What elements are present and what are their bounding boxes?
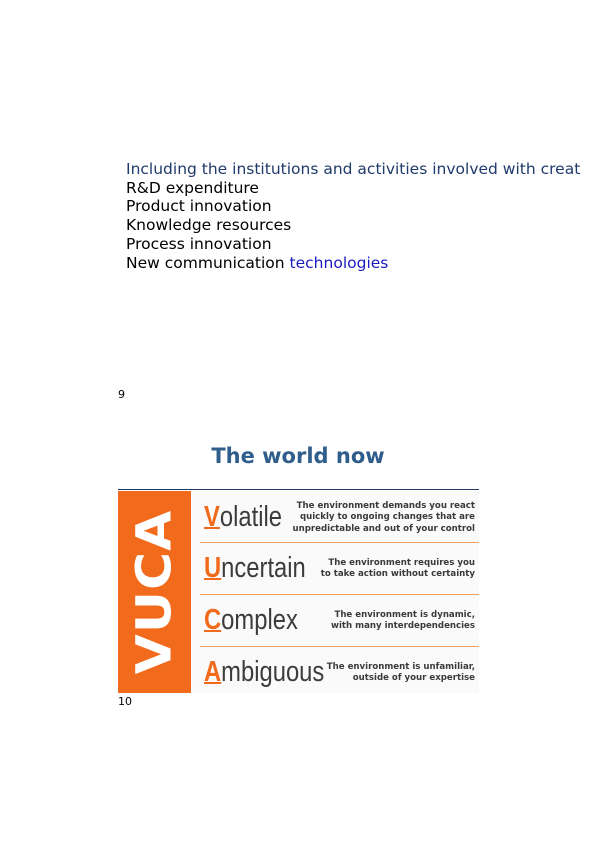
vuca-description: The environment demands you react quickly to ongoing changes that are unpredictable and out of your control	[292, 500, 475, 534]
list-heading: Including the institutions and activities involved with creat	[126, 160, 581, 178]
vuca-initial: V	[204, 501, 220, 533]
vuca-description: The environment requires you to take action without certainty	[320, 557, 475, 579]
slide-title: The world now	[211, 444, 385, 468]
vuca-term-rest: mbiguous	[221, 656, 325, 688]
vuca-row-divider	[200, 646, 479, 647]
list-item-text: New communication	[126, 253, 285, 272]
list-item: R&D expenditure	[126, 178, 259, 197]
vuca-row-volatile	[200, 493, 479, 543]
vuca-term-rest: olatile	[219, 501, 283, 533]
list-item: Product innovation	[126, 197, 272, 216]
vuca-term	[204, 501, 282, 534]
vuca-row-divider	[200, 542, 479, 543]
vuca-description: The environment is unfamiliar, outside of your expertise	[326, 661, 475, 683]
vuca-graphic	[118, 491, 479, 693]
vuca-row-uncertain	[200, 544, 479, 594]
vuca-initial: C	[204, 604, 222, 636]
list-item: Process innovation	[126, 234, 272, 253]
vuca-description: The environment is dynamic, with many interdependencies	[331, 609, 475, 631]
vuca-row-ambiguous	[200, 648, 479, 693]
page-number: 10	[118, 695, 132, 708]
vuca-term	[204, 552, 306, 585]
vuca-initial: A	[204, 656, 222, 688]
list-item: Knowledge resources	[126, 216, 292, 235]
innovation-list	[126, 160, 596, 272]
page-number: 9	[118, 388, 125, 401]
vuca-term	[204, 604, 298, 637]
vuca-term	[204, 656, 324, 689]
vuca-acronym: VUCA	[126, 509, 183, 675]
list-item	[126, 254, 596, 273]
vuca-term-rest: omplex	[221, 604, 298, 636]
vuca-row-complex	[200, 596, 479, 646]
vuca-initial: U	[204, 552, 222, 584]
title-divider	[118, 489, 479, 490]
vuca-term-rest: ncertain	[221, 552, 306, 584]
vuca-row-divider	[200, 594, 479, 595]
technologies-link[interactable]: technologies	[289, 253, 389, 272]
vuca-side-banner	[118, 491, 191, 693]
